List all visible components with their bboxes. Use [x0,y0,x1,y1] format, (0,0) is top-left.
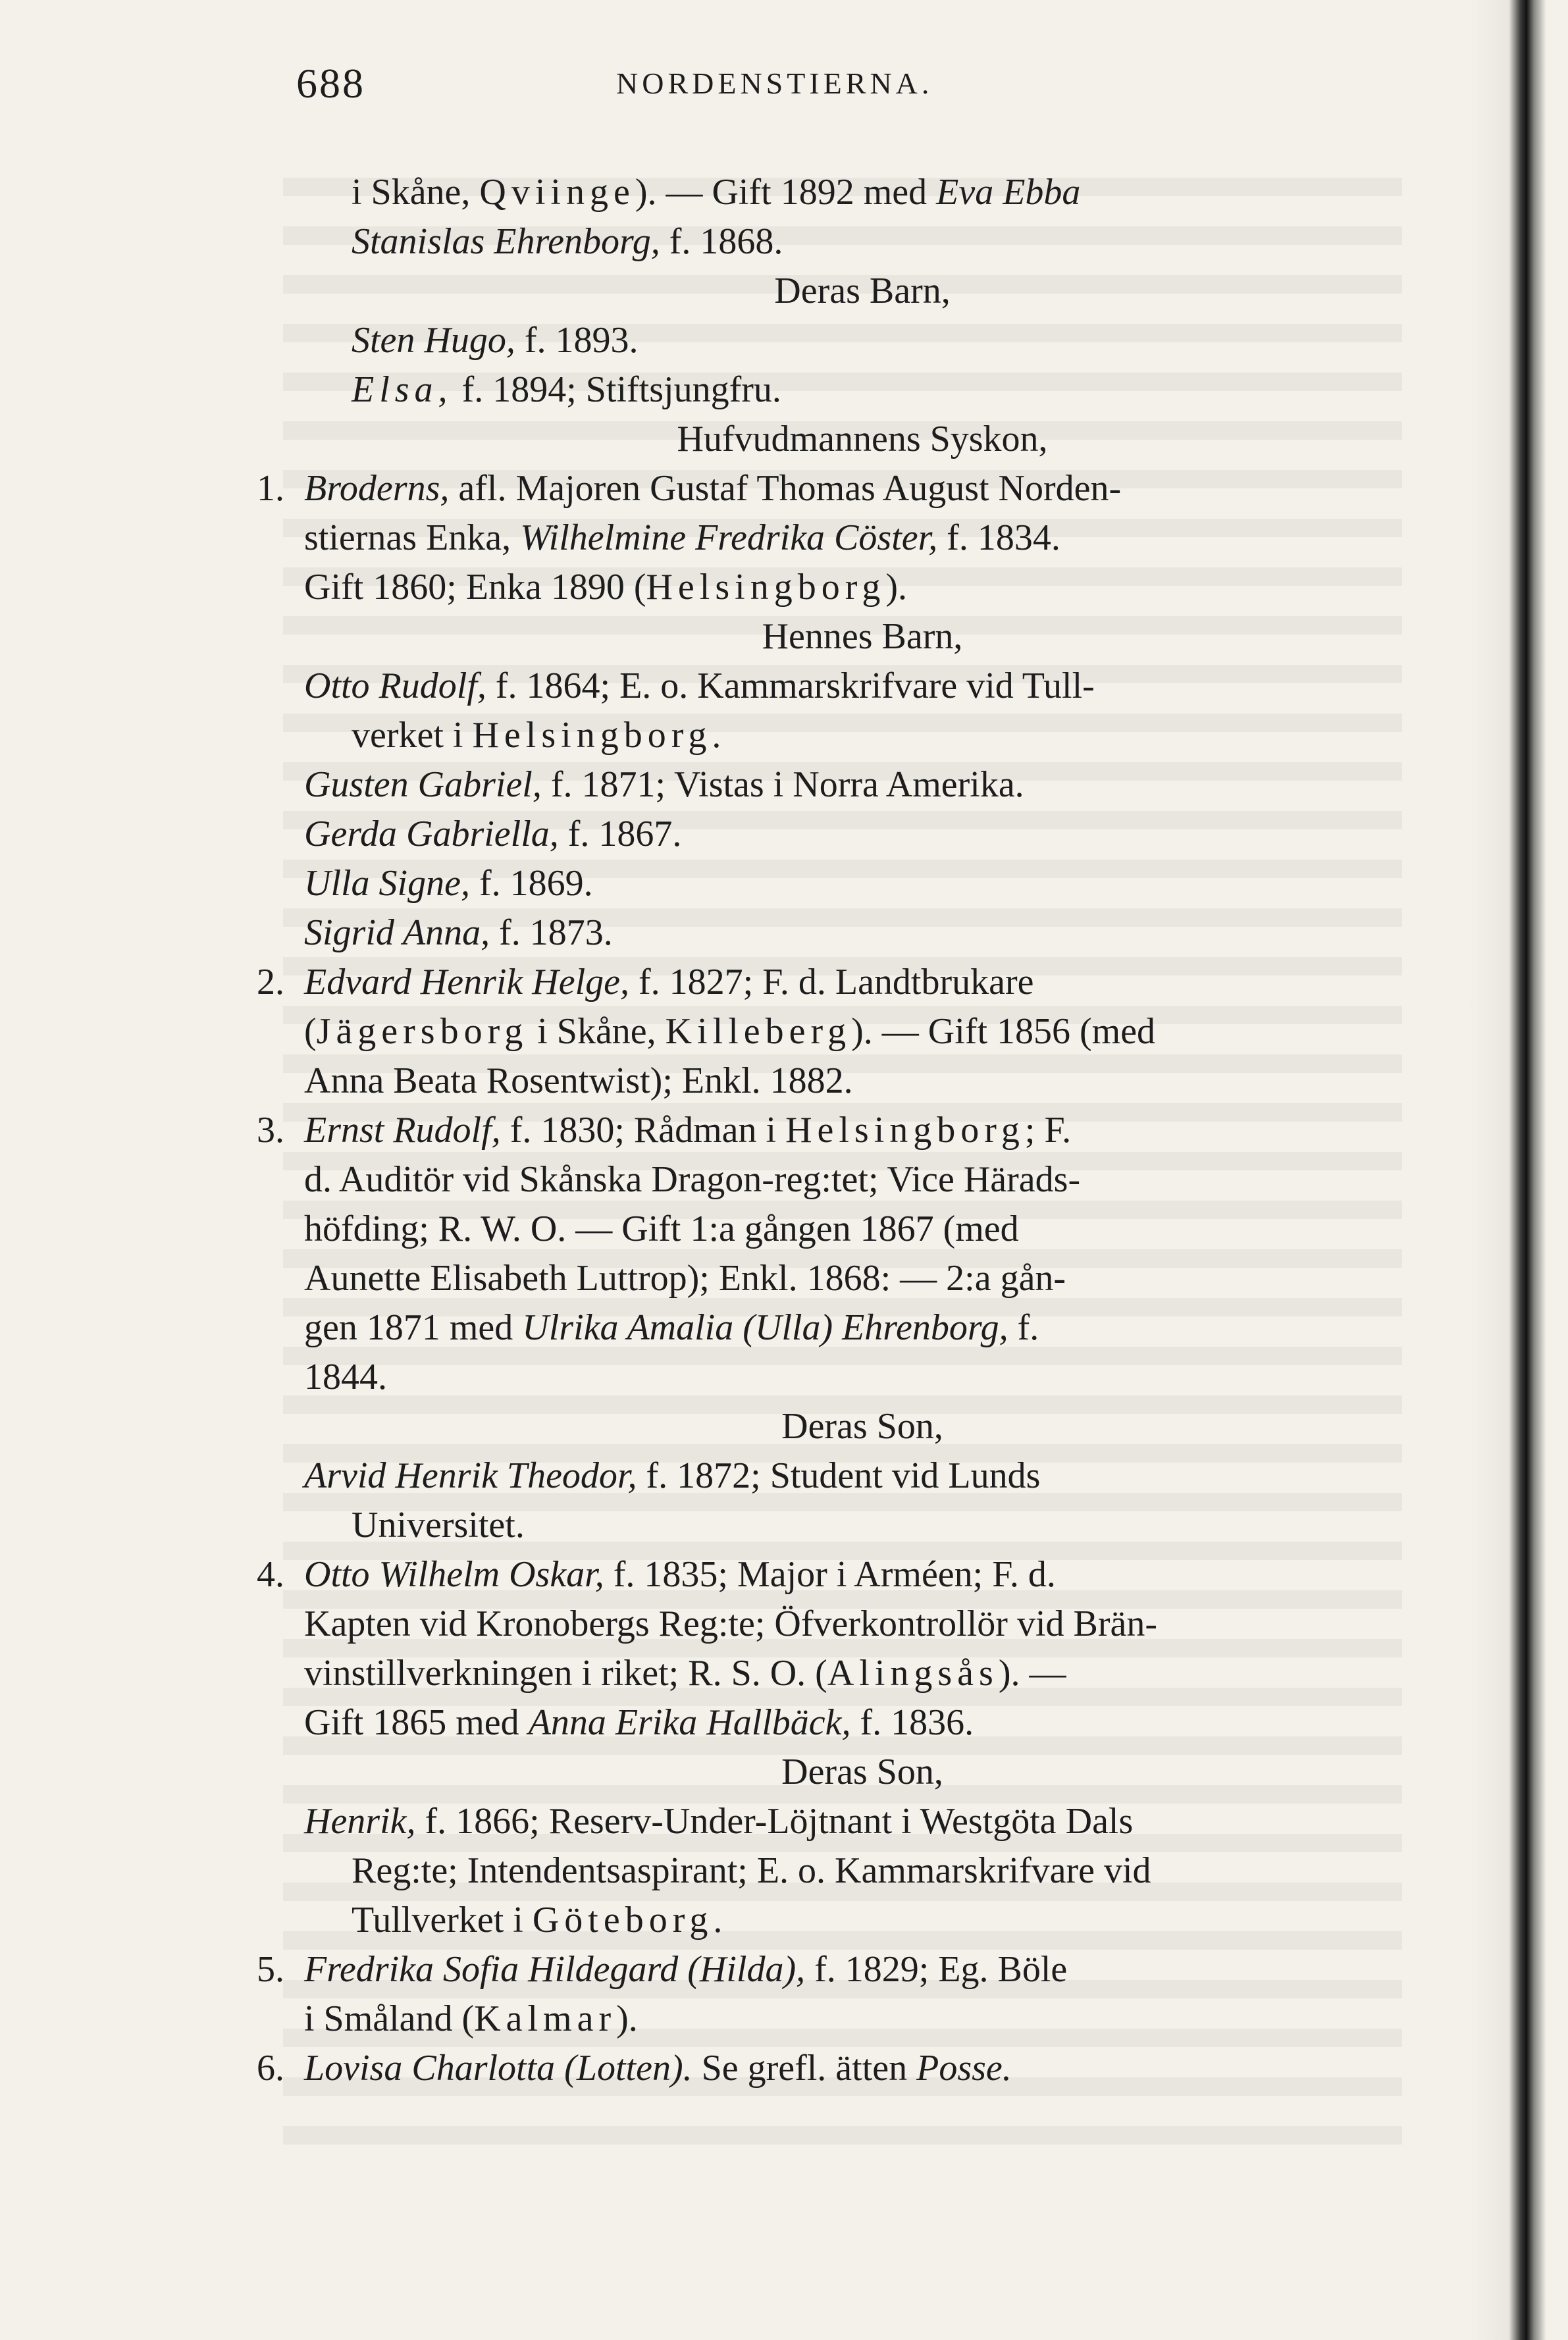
entry-number: 1. [257,468,284,509]
text-run: Göteborg [532,1900,714,1940]
text-run: 1844. [304,1357,387,1397]
italic-name: Otto Rudolf, [304,665,486,706]
text-line [257,810,1389,859]
text-line [257,1550,1389,1599]
text-line [257,168,1389,217]
text-line [257,464,1389,513]
text-run: Deras Son, [781,1752,943,1792]
text-line [257,2044,1389,2093]
text-run: Se grefl. ätten [692,2048,917,2089]
text-run: ). [616,1998,638,2039]
text-line [257,217,1389,267]
text-run: f. 1893. [515,320,639,361]
text-run: f. 1873. [490,912,613,953]
text-run: Kapten vid Kronobergs Reg:te; Öfverkontrollör vid Brän- [304,1603,1158,1644]
text-run: f. 1864; E. o. Kammarskrifvare vid Tull- [486,665,1095,706]
genealogy-text [257,168,1389,2093]
italic-name: Otto Wilhelm Oskar, [304,1554,604,1595]
italic-name: Henrik, [304,1801,416,1842]
text-run: Deras Son, [781,1406,943,1447]
text-line [257,1155,1389,1205]
text-run: Hennes Barn, [762,616,963,657]
text-run: afl. Majoren Gustaf Thomas August Norden- [449,468,1122,509]
text-run: ; F. [1024,1110,1072,1151]
text-line [257,1007,1389,1056]
text-run: ). [885,567,907,608]
italic-name: Wilhelmine Fredrika Cöster, [520,517,938,558]
italic-name: Ulla Signe, [304,863,470,904]
text-line [257,1896,1389,1945]
text-run: gen 1871 med [304,1307,523,1348]
text-run: f. 1872; Student vid Lunds [637,1455,1041,1496]
text-run: vinstillverkningen i riket; R. S. O. ( [304,1653,827,1694]
text-line [257,662,1389,711]
text-line [257,316,1389,365]
italic-name: Sten Hugo, [352,320,515,361]
text-line [257,267,1389,316]
page-number: 688 [296,60,365,107]
text-run: Helsingborg [472,715,712,756]
text-run: ( [304,1011,317,1052]
text-run: ). — Gift 1856 (med [851,1011,1156,1052]
text-line [257,365,1389,415]
running-title: NORDENSTIERNA. [616,66,933,100]
text-line [257,1353,1389,1402]
text-line [257,1599,1389,1649]
italic-name: Posse. [916,2048,1012,2089]
text-run: Gift 1860; Enka 1890 ( [304,567,646,608]
text-run: f. 1835; Major i Arméen; F. d. [604,1554,1056,1595]
page-header [296,59,1415,125]
text-run: Alingsås [827,1653,999,1694]
text-line [257,711,1389,760]
text-run: Reg:te; Intendentsaspirant; E. o. Kammarskrifvare vid [352,1850,1151,1891]
text-line [257,958,1389,1007]
text-run: f. 1894; Stiftsjungfru. [452,369,781,410]
text-line [257,1649,1389,1698]
text-run: f. 1830; Rådman i [500,1110,786,1151]
italic-name: Ernst Rudolf, [304,1110,501,1151]
text-line [257,612,1389,662]
text-line [257,1994,1389,2044]
text-run: i Skåne, [528,1011,666,1052]
text-run: Helsingborg [785,1110,1025,1151]
text-line [257,1402,1389,1451]
text-run: f. 1866; Reserv-Under-Löjtnant i Westgöta Dals [415,1801,1134,1842]
text-run: ). — [998,1653,1066,1694]
text-run: Jägersborg [316,1011,529,1052]
text-line [257,513,1389,563]
text-line [257,908,1389,958]
italic-name: Ulrika Amalia (Ulla) Ehrenborg, [522,1307,1008,1348]
text-line [257,1254,1389,1303]
italic-name: Anna Erika Hallbäck, [528,1702,851,1743]
text-line [257,1698,1389,1748]
text-run: Aunette Elisabeth Luttrop); Enkl. 1868: — 2:a gån- [304,1258,1066,1299]
italic-name: Fredrika Sofia Hildegard (Hilda), [304,1949,806,1990]
text-line [257,1205,1389,1254]
text-line [257,1797,1389,1846]
italic-name: Lovisa Charlotta (Lotten). [304,2048,693,2089]
text-run: Qviinge [479,172,635,213]
text-run: f. 1827; F. d. Landtbrukare [629,962,1034,1002]
text-line [257,1846,1389,1896]
entry-number: 6. [257,2048,284,2089]
italic-name: Elsa, [352,369,453,410]
text-run: ). — Gift 1892 med [635,172,937,213]
text-run: Kalmar [474,1998,617,2039]
text-line [257,1303,1389,1353]
text-run: Gift 1865 med [304,1702,529,1743]
text-run: . [712,715,721,756]
text-line [257,859,1389,908]
text-run: f. 1869. [469,863,593,904]
text-line [257,1056,1389,1106]
text-run: Killeberg [665,1011,852,1052]
text-run: d. Auditör vid Skånska Dragon-reg:tet; Vice Härads- [304,1159,1081,1200]
text-line [257,1451,1389,1501]
italic-name: Arvid Henrik Theodor, [304,1455,637,1496]
text-run: f. [1008,1307,1039,1348]
text-run: Helsingborg [646,567,886,608]
italic-name: Gusten Gabriel, [304,764,542,805]
italic-name: Broderns, [304,468,450,509]
italic-name: Gerda Gabriella, [304,814,559,854]
text-run: f. 1836. [850,1702,974,1743]
text-line [257,1945,1389,1994]
text-run: Tullverket i [352,1900,533,1940]
text-run: Deras Barn, [774,271,951,311]
page-binding-edge [1469,0,1568,2340]
italic-name: Edvard Henrik Helge, [304,962,629,1002]
text-run: höfding; R. W. O. — Gift 1:a gången 1867 (med [304,1209,1019,1249]
italic-name: Eva Ebba [936,172,1081,213]
text-run: f. 1829; Eg. Böle [805,1949,1068,1990]
text-run: i Småland ( [304,1998,475,2039]
text-run: i Skåne, [352,172,480,213]
entry-number: 2. [257,962,284,1002]
text-run: Universitet. [352,1505,525,1546]
text-run: Anna Beata Rosentwist); Enkl. 1882. [304,1060,853,1101]
text-run: . [713,1900,723,1940]
text-line [257,1501,1389,1550]
text-line [257,415,1389,464]
text-line [257,1106,1389,1155]
text-run: f. 1834. [937,517,1060,558]
entry-number: 5. [257,1949,284,1990]
italic-name: Sigrid Anna, [304,912,490,953]
text-run: verket i [352,715,473,756]
text-line [257,563,1389,612]
text-line [257,1748,1389,1797]
text-run: Hufvudmannens Syskon, [677,419,1048,459]
italic-name: Stanislas Ehrenborg, [352,221,660,262]
text-run: f. 1867. [558,814,682,854]
text-line [257,760,1389,810]
text-run: f. 1871; Vistas i Norra Amerika. [541,764,1024,805]
entry-number: 4. [257,1554,284,1595]
text-run: f. 1868. [660,221,783,262]
entry-number: 3. [257,1110,284,1151]
text-run: stiernas Enka, [304,517,521,558]
